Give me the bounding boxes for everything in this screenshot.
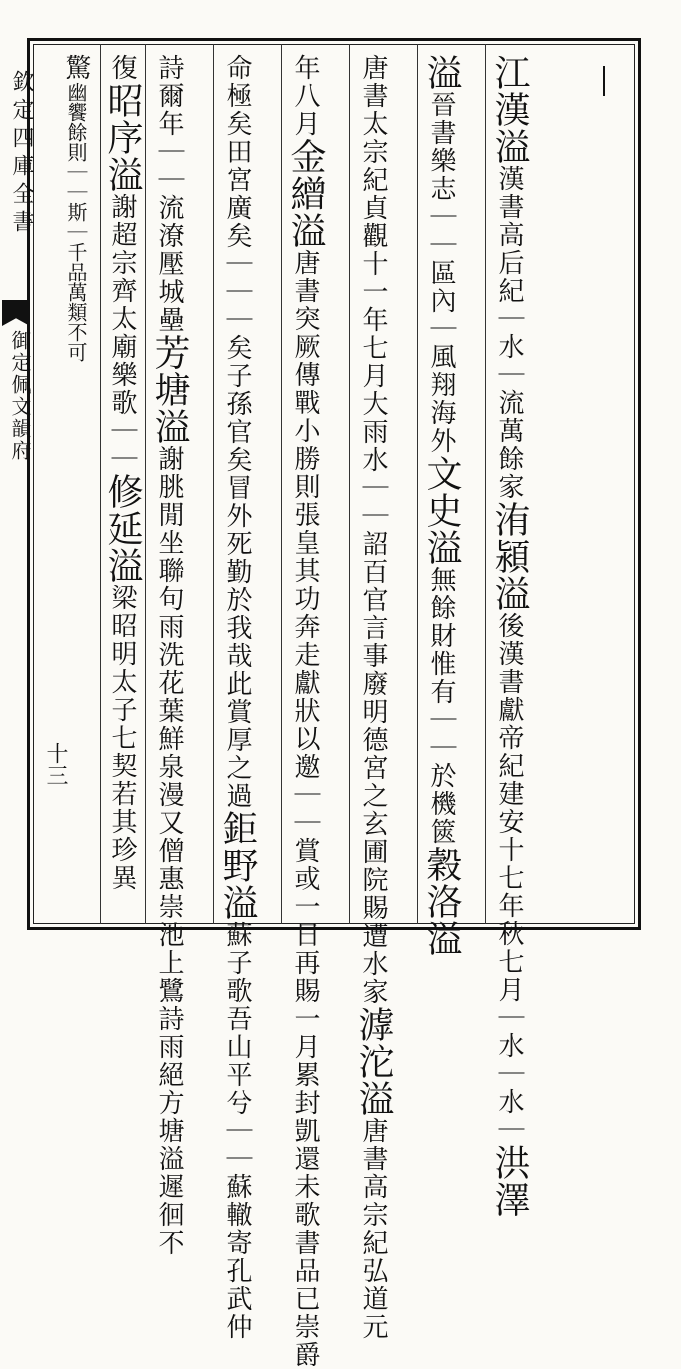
column-text: 唐書突厥傳戰小勝則張皇其功奔走獻狀以邀｜｜賞或一日再賜一月累封凱還未歌書品已崇爵	[290, 249, 320, 1369]
margin-subtitle: 御定佩文韻府	[8, 330, 32, 462]
column-text: 後漢書獻帝紀建安十七年秋七月｜水｜水｜	[494, 612, 524, 1144]
column-text: 蘇子歌吾山平兮｜｜蘇轍寄孔武仲	[222, 921, 252, 1341]
column-text: 唐書高宗紀弘道元	[358, 1117, 388, 1341]
headword: 鉅野溢	[217, 810, 258, 921]
column-rule	[145, 44, 146, 924]
text-column-6	[149, 54, 190, 1257]
folio-number: 十三	[43, 742, 68, 786]
column-text: 年八月	[290, 54, 320, 138]
column-text: 漢書高后紀｜水｜流萬餘家	[494, 165, 524, 501]
headword: 芳塘溢	[149, 334, 190, 445]
column-text: 命極矣田宮廣矣｜｜｜矣子孫官矣冒外死勤於我哉此賞厚之過	[222, 54, 252, 810]
headword: 江漢溢	[489, 54, 530, 165]
column-rule	[281, 44, 282, 924]
headword: 昭序溢	[102, 82, 143, 193]
column-text: 無餘財惟有｜｜於機篋	[426, 566, 456, 846]
column-text: 詩爾年｜｜流潦壓城壘	[154, 54, 184, 334]
column-text: 復	[107, 54, 137, 82]
column-text: 幽饗餘則｜｜斯｜千品萬類不可	[64, 82, 88, 362]
text-column-7	[102, 54, 143, 892]
headword: 滹沱溢	[353, 1006, 394, 1117]
column-rule	[100, 44, 101, 924]
column-rule	[485, 44, 486, 924]
column-text: 唐書太宗紀貞觀十一年七月大雨水｜｜詔百官言事廢明德宮之玄圃院賜遭水家	[358, 54, 388, 1006]
text-column-8	[60, 54, 92, 362]
headword: 金繒溢	[285, 138, 326, 249]
column-rule	[417, 44, 418, 924]
column-text: 梁昭明太子七契若其珍異	[107, 584, 137, 892]
text-column-5	[217, 54, 258, 1341]
margin-book-title: 欽定四庫全書	[9, 70, 34, 238]
column-text: 謝朓閒坐聯句雨洗花葉鮮泉漫又僧惠崇池上鷺詩雨絕方塘溢遲徊不	[154, 445, 184, 1257]
headword: 文史溢	[421, 455, 462, 566]
text-column-3	[353, 54, 394, 1341]
headword: 修延溢	[102, 473, 143, 584]
column-text: 驚	[61, 54, 91, 82]
fish-tail-mark-icon	[2, 300, 30, 326]
headword: 洧潁溢	[489, 501, 530, 612]
column-rule	[349, 44, 350, 924]
text-column-1	[489, 54, 530, 1218]
column-text: 晉書樂志｜｜區內｜風翔海外	[426, 91, 456, 455]
headword: 溢	[421, 54, 462, 91]
headword: 洪澤	[489, 1144, 530, 1218]
text-column-2	[421, 54, 462, 957]
column-text: 謝超宗齊太廟樂歌｜｜	[107, 193, 137, 473]
top-tick-mark	[603, 66, 605, 96]
headword: 穀洛溢	[421, 846, 462, 957]
text-column-4	[285, 54, 326, 1369]
column-rule	[213, 44, 214, 924]
